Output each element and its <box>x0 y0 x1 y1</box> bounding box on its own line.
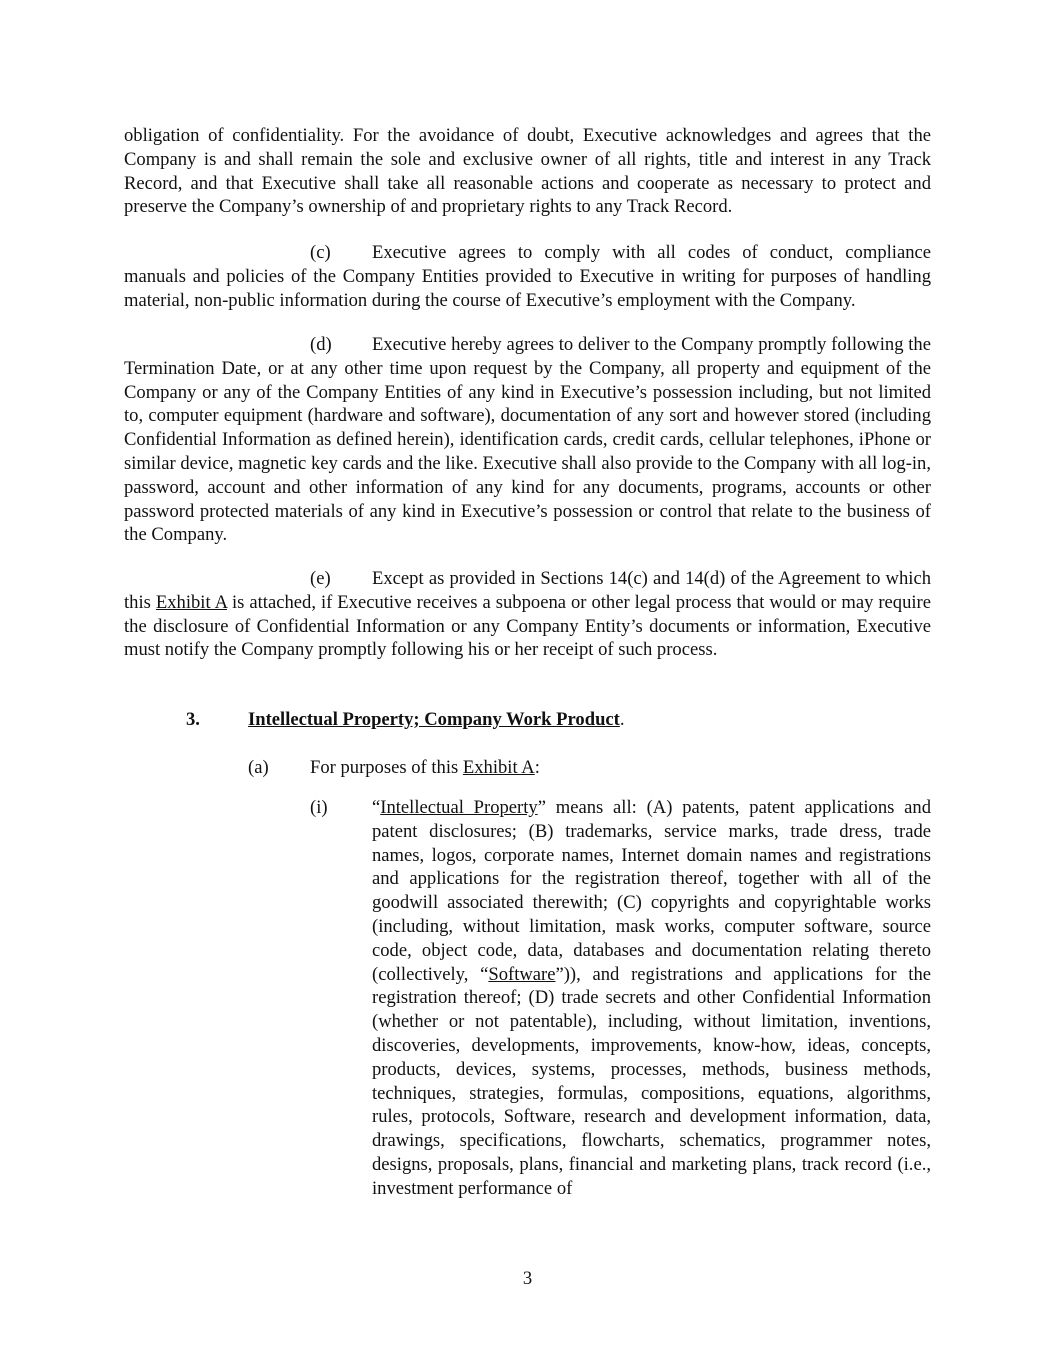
paragraph-c <box>124 241 931 312</box>
subsection-a-exhibit: Exhibit A <box>462 757 535 778</box>
subsection-a-text: For purposes of this <box>310 757 459 778</box>
item-i-open-quote: “ <box>372 797 381 818</box>
term-software: Software <box>488 963 556 985</box>
subsection-a-end: : <box>534 757 540 778</box>
subsection-a <box>248 756 540 780</box>
item-i-text-2: ”)), and registrations and applications for the registration thereof; (D) trade secrets and other Confidential Information (whether or not patentable), including, without limitation, inventions, discoveries, developments, improvements, know-how, ideas, concepts, products, devices, systems, processes, methods, business methods, techniques, strategies, formulas, compositions, equations, algorithms, rules, protocols, Software, research and development information, data, drawings, specifications, flowcharts, schematics, programmer notes, designs, proposals, plans, financial and marketing plans, track record (i.e., investment performance of <box>372 963 932 1199</box>
item-i-definition <box>372 796 931 1201</box>
section-3-title-end: . <box>619 709 625 730</box>
paragraph-e <box>124 567 931 662</box>
page-number: 3 <box>522 1268 533 1289</box>
item-i-text-1: ” means all: (A) patents, patent applications and patent disclosures; (B) trademarks, service marks, trade dress, trade names, logos, corporate names, Internet domain names and registrations and applications for the registration thereof, together with all of the goodwill associated therewith; (C) copyrights and copyrightable works (including, without limitation, mask works, computer software, source code, object code, data, databases and documentation relating thereto (collectively, “ <box>372 797 931 985</box>
paragraph-d <box>124 333 931 547</box>
section-3-heading <box>186 708 625 732</box>
paragraph-e-label: (e) <box>310 568 331 589</box>
section-3-title: Intellectual Property; Company Work Product <box>248 709 620 730</box>
section-3-number: 3. <box>186 709 200 730</box>
paragraph-d-label: (d) <box>310 334 332 355</box>
paragraph-continuation: obligation of confidentiality. For the avoidance of doubt, Executive acknowledges and agrees that the Company is and shall remain the sole and exclusive owner of all rights, title and interest in any Track Record, and that Executive shall take all reasonable actions and cooperate as necessary to protect and preserve the Company’s ownership of and proprietary rights to any Track Record. <box>124 125 931 218</box>
paragraph-d-text: Executive hereby agrees to deliver to the Company promptly following the Termination Date, or at any other time upon request by the Company, all property and equipment of the Company or any of the Company Entities of any kind in Executive’s possession including, but not limited to, computer equipment (hardware and software), documentation of any sort and however stored (including Confidential Information as defined herein), identification cards, credit cards, cellular telephones, iPhone or similar device, magnetic key cards and the like. Executive shall also provide to the Company with all log-in, password, account and other information of any kind for any documents, programs, accounts or other password protected materials of any kind in Executive’s possession or control that relate to the business of the Company. <box>124 334 931 546</box>
paragraph-c-text: Executive agrees to comply with all codes of conduct, compliance manuals and policies of the Company Entities provided to Executive in writing for purposes of handling material, non-public information during the course of Executive’s employment with the Company. <box>124 242 931 311</box>
item-i-label: (i) <box>310 797 328 818</box>
subsection-a-label: (a) <box>248 757 269 778</box>
paragraph-c-label: (c) <box>310 242 331 263</box>
paragraph-e-text-2: is attached, if Executive receives a subpoena or other legal process that would or may require the disclosure of Confidential Information or any Company Entity’s documents or information, Executive must notify the Company promptly following his or her receipt of such process. <box>124 591 932 661</box>
paragraph-e-text-1: Except as provided in Sections 14(c) and 14(d) of the Agreement to which this <box>124 568 931 613</box>
exhibit-a-reference: Exhibit A <box>155 591 227 613</box>
term-intellectual-property: Intellectual Property <box>380 797 538 818</box>
